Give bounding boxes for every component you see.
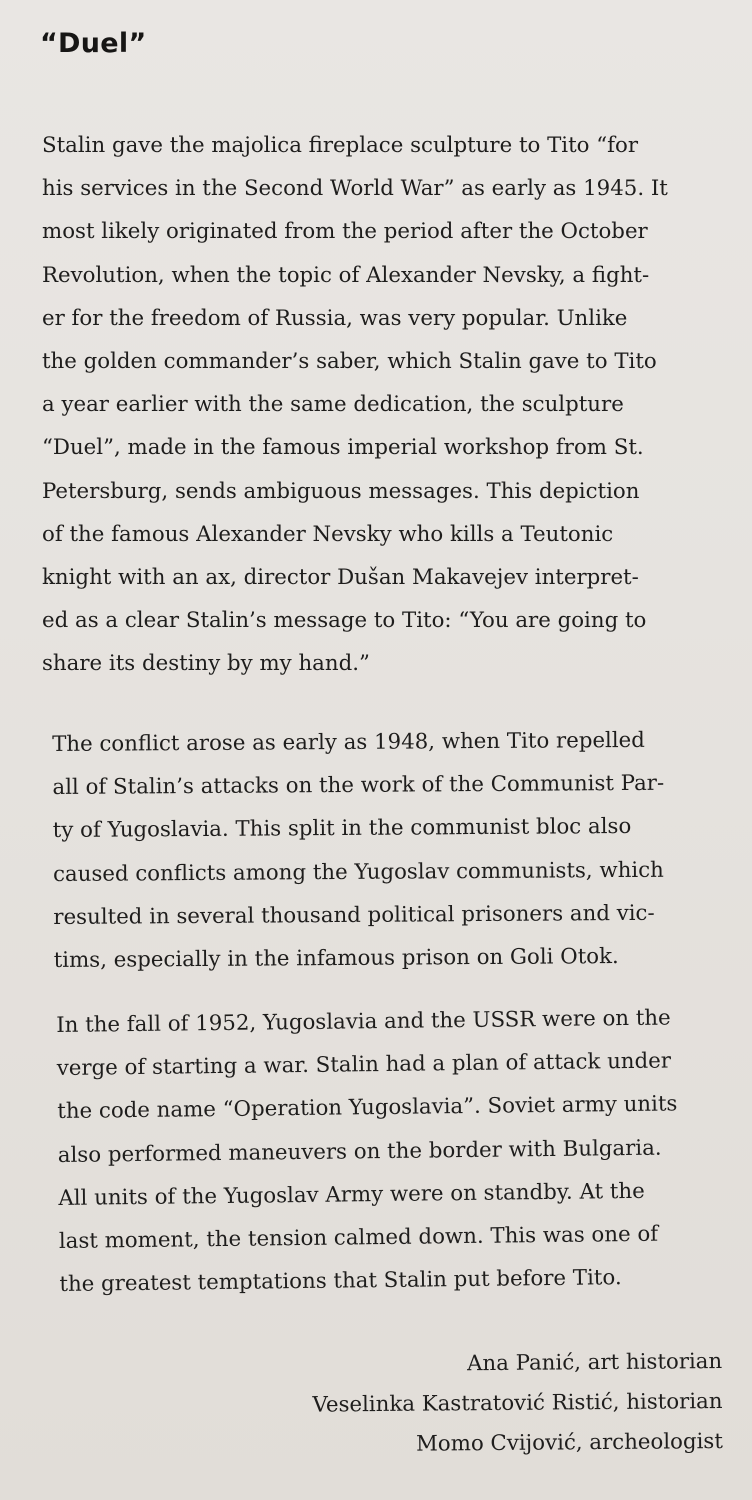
text-line: resulted in several thousand political prisoners and vic- <box>53 900 655 930</box>
credit-art-historian: Ana Panić, art historian <box>466 1348 723 1377</box>
text-line: knight with an ax, director Dušan Makavejev interpret- <box>42 565 639 591</box>
text-line: ty of Yugoslavia. This split in the communist bloc also <box>52 814 632 844</box>
text-line: all of Stalin’s attacks on the work of the Communist Par- <box>52 770 665 801</box>
credit-historian: Veselinka Kastratović Ristić, historian <box>312 1388 723 1418</box>
text-line: his services in the Second World War” as early as 1945. It <box>42 176 668 202</box>
text-line: tims, especially in the infamous prison on Goli Otok. <box>53 944 619 974</box>
text-line: caused conflicts among the Yugoslav communists, which <box>52 857 664 887</box>
text-line: share its destiny by my hand.” <box>42 651 370 677</box>
text-line: All units of the Yugoslav Army were on standby. At the <box>58 1178 645 1211</box>
paragraph-war-1952 <box>56 996 740 1307</box>
text-line: the golden commander’s saber, which Stalin gave to Tito <box>42 349 657 375</box>
text-line: also performed maneuvers on the border with Bulgaria. <box>57 1135 662 1168</box>
text-line: last moment, the tension calmed down. This was one of <box>58 1221 659 1254</box>
text-line: Stalin gave the majolica fireplace sculpture to Tito “for <box>42 133 639 158</box>
text-line: the greatest temptations that Stalin put before Tito. <box>59 1265 622 1298</box>
author-credits <box>222 1342 723 1466</box>
label-title: “Duel” <box>40 28 147 59</box>
credit-archeologist: Momo Cvijović, archeologist <box>415 1428 723 1457</box>
text-line: In the fall of 1952, Yugoslavia and the USSR were on the <box>56 1005 671 1038</box>
text-line: verge of starting a war. Stalin had a plan of attack under <box>56 1048 672 1082</box>
text-line: a year earlier with the same dedication, the sculpture <box>42 392 624 418</box>
text-line: er for the freedom of Russia, was very popular. Unlike <box>42 305 628 331</box>
text-line: Petersburg, sends ambiguous messages. This depiction <box>42 478 640 504</box>
paragraph-sculpture-history <box>42 124 722 686</box>
text-line: Revolution, when the topic of Alexander Nevsky, a fight- <box>42 262 650 288</box>
text-line: “Duel”, made in the famous imperial workshop from St. <box>42 435 644 461</box>
text-line: of the famous Alexander Nevsky who kills a Teutonic <box>42 521 614 547</box>
text-line: the code name “Operation Yugoslavia”. Soviet army units <box>57 1091 678 1125</box>
text-line: most likely originated from the period after the October <box>42 219 648 245</box>
text-line: ed as a clear Stalin’s message to Tito: “You are going to <box>42 608 647 634</box>
text-line: The conflict arose as early as 1948, when Tito repelled <box>52 727 645 757</box>
paragraph-conflict-1948 <box>52 718 734 982</box>
